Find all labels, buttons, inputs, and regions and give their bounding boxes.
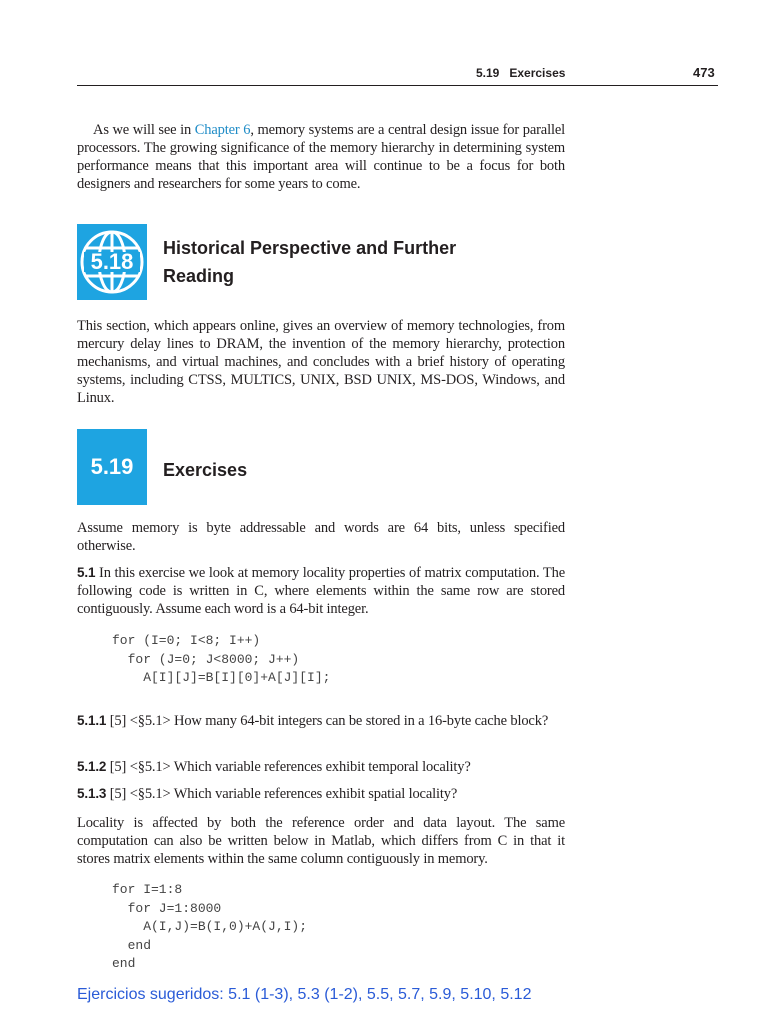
question-5-1-3-label: 5.1.3 (77, 786, 107, 801)
code-block-c: for (I=0; I<8; I++) for (J=0; J<8000; J++) A[I][J]=B[I][0]+A[J][I]; (112, 633, 331, 685)
section-518-title (163, 234, 456, 290)
section-518-body: This section, which appears online, gives an overview of memory technologies, from mercury delay lines to DRAM, the invention of the memory hierarchy, protection mechanisms, and virtual machines, and concludes with a brief history of operating systems, including CTSS, MULTICS, UNIX, BSD UNIX, MS-DOS, Windows, and Linux. (77, 318, 565, 406)
section-518-number: 5.18 (90, 249, 134, 274)
code-block-matlab: for I=1:8 for J=1:8000 A(I,J)=B(I,0)+A(J,I); end end (112, 882, 308, 971)
question-5-1-1 (77, 712, 565, 730)
section-518-title-line-1: Historical Perspective and Further (163, 238, 457, 258)
section-519-badge (77, 429, 147, 505)
page-number: 473 (693, 65, 715, 80)
question-5-1-1-label: 5.1.1 (77, 713, 107, 728)
assumption-paragraph: Assume memory is byte addressable and words are 64 bits, unless specified otherwise. (77, 520, 565, 554)
running-header (0, 64, 768, 84)
question-5-1-2 (77, 758, 565, 776)
question-5-1-2-text: [5] <§5.1> Which variable references exhibit temporal locality? (106, 759, 471, 775)
exercise-5-1-paragraph (77, 564, 565, 618)
intro-text-end: , memory systems are a central design issue for parallel processors. The growing significance of the memory hierarchy in determining system performance means that this important area will continue to be a focus for both designers and researchers for some years to come. (77, 122, 565, 192)
chapter-6-link[interactable]: Chapter 6 (194, 122, 251, 138)
section-518-badge (77, 224, 147, 300)
header-section-name: Exercises (509, 66, 566, 80)
header-section-number: 5.19 (476, 66, 500, 80)
locality-paragraph: Locality is affected by both the reference order and data layout. The same computation can also be written below in Matlab, which differs from C in that it stores matrix elements within the same column contiguously in memory. (77, 815, 565, 867)
exercise-5-1-label: 5.1 (77, 565, 96, 580)
section-519-number: 5.19 (90, 454, 134, 479)
intro-paragraph (77, 121, 565, 193)
question-5-1-3-text: [5] <§5.1> Which variable references exhibit spatial locality? (106, 786, 458, 802)
header-section (476, 66, 565, 80)
section-519-title: Exercises (163, 460, 248, 480)
exercise-5-1-text: In this exercise we look at memory locality properties of matrix computation. The following code is written in C, where elements within the same row are stored contiguously. Assume each word is a 64-bit integer. (77, 565, 565, 617)
suggested-exercises-note: Ejercicios sugeridos: 5.1 (1-3), 5.3 (1-2), 5.5, 5.7, 5.9, 5.10, 5.12 (77, 986, 532, 1003)
header-rule (77, 85, 718, 86)
question-5-1-2-label: 5.1.2 (77, 759, 107, 774)
question-5-1-1-text: [5] <§5.1> How many 64-bit integers can be stored in a 16-byte cache block? (106, 713, 549, 729)
intro-text-start: As we will see in (93, 122, 195, 138)
question-5-1-3 (77, 785, 565, 803)
section-518-title-line-2: Reading (163, 266, 235, 286)
